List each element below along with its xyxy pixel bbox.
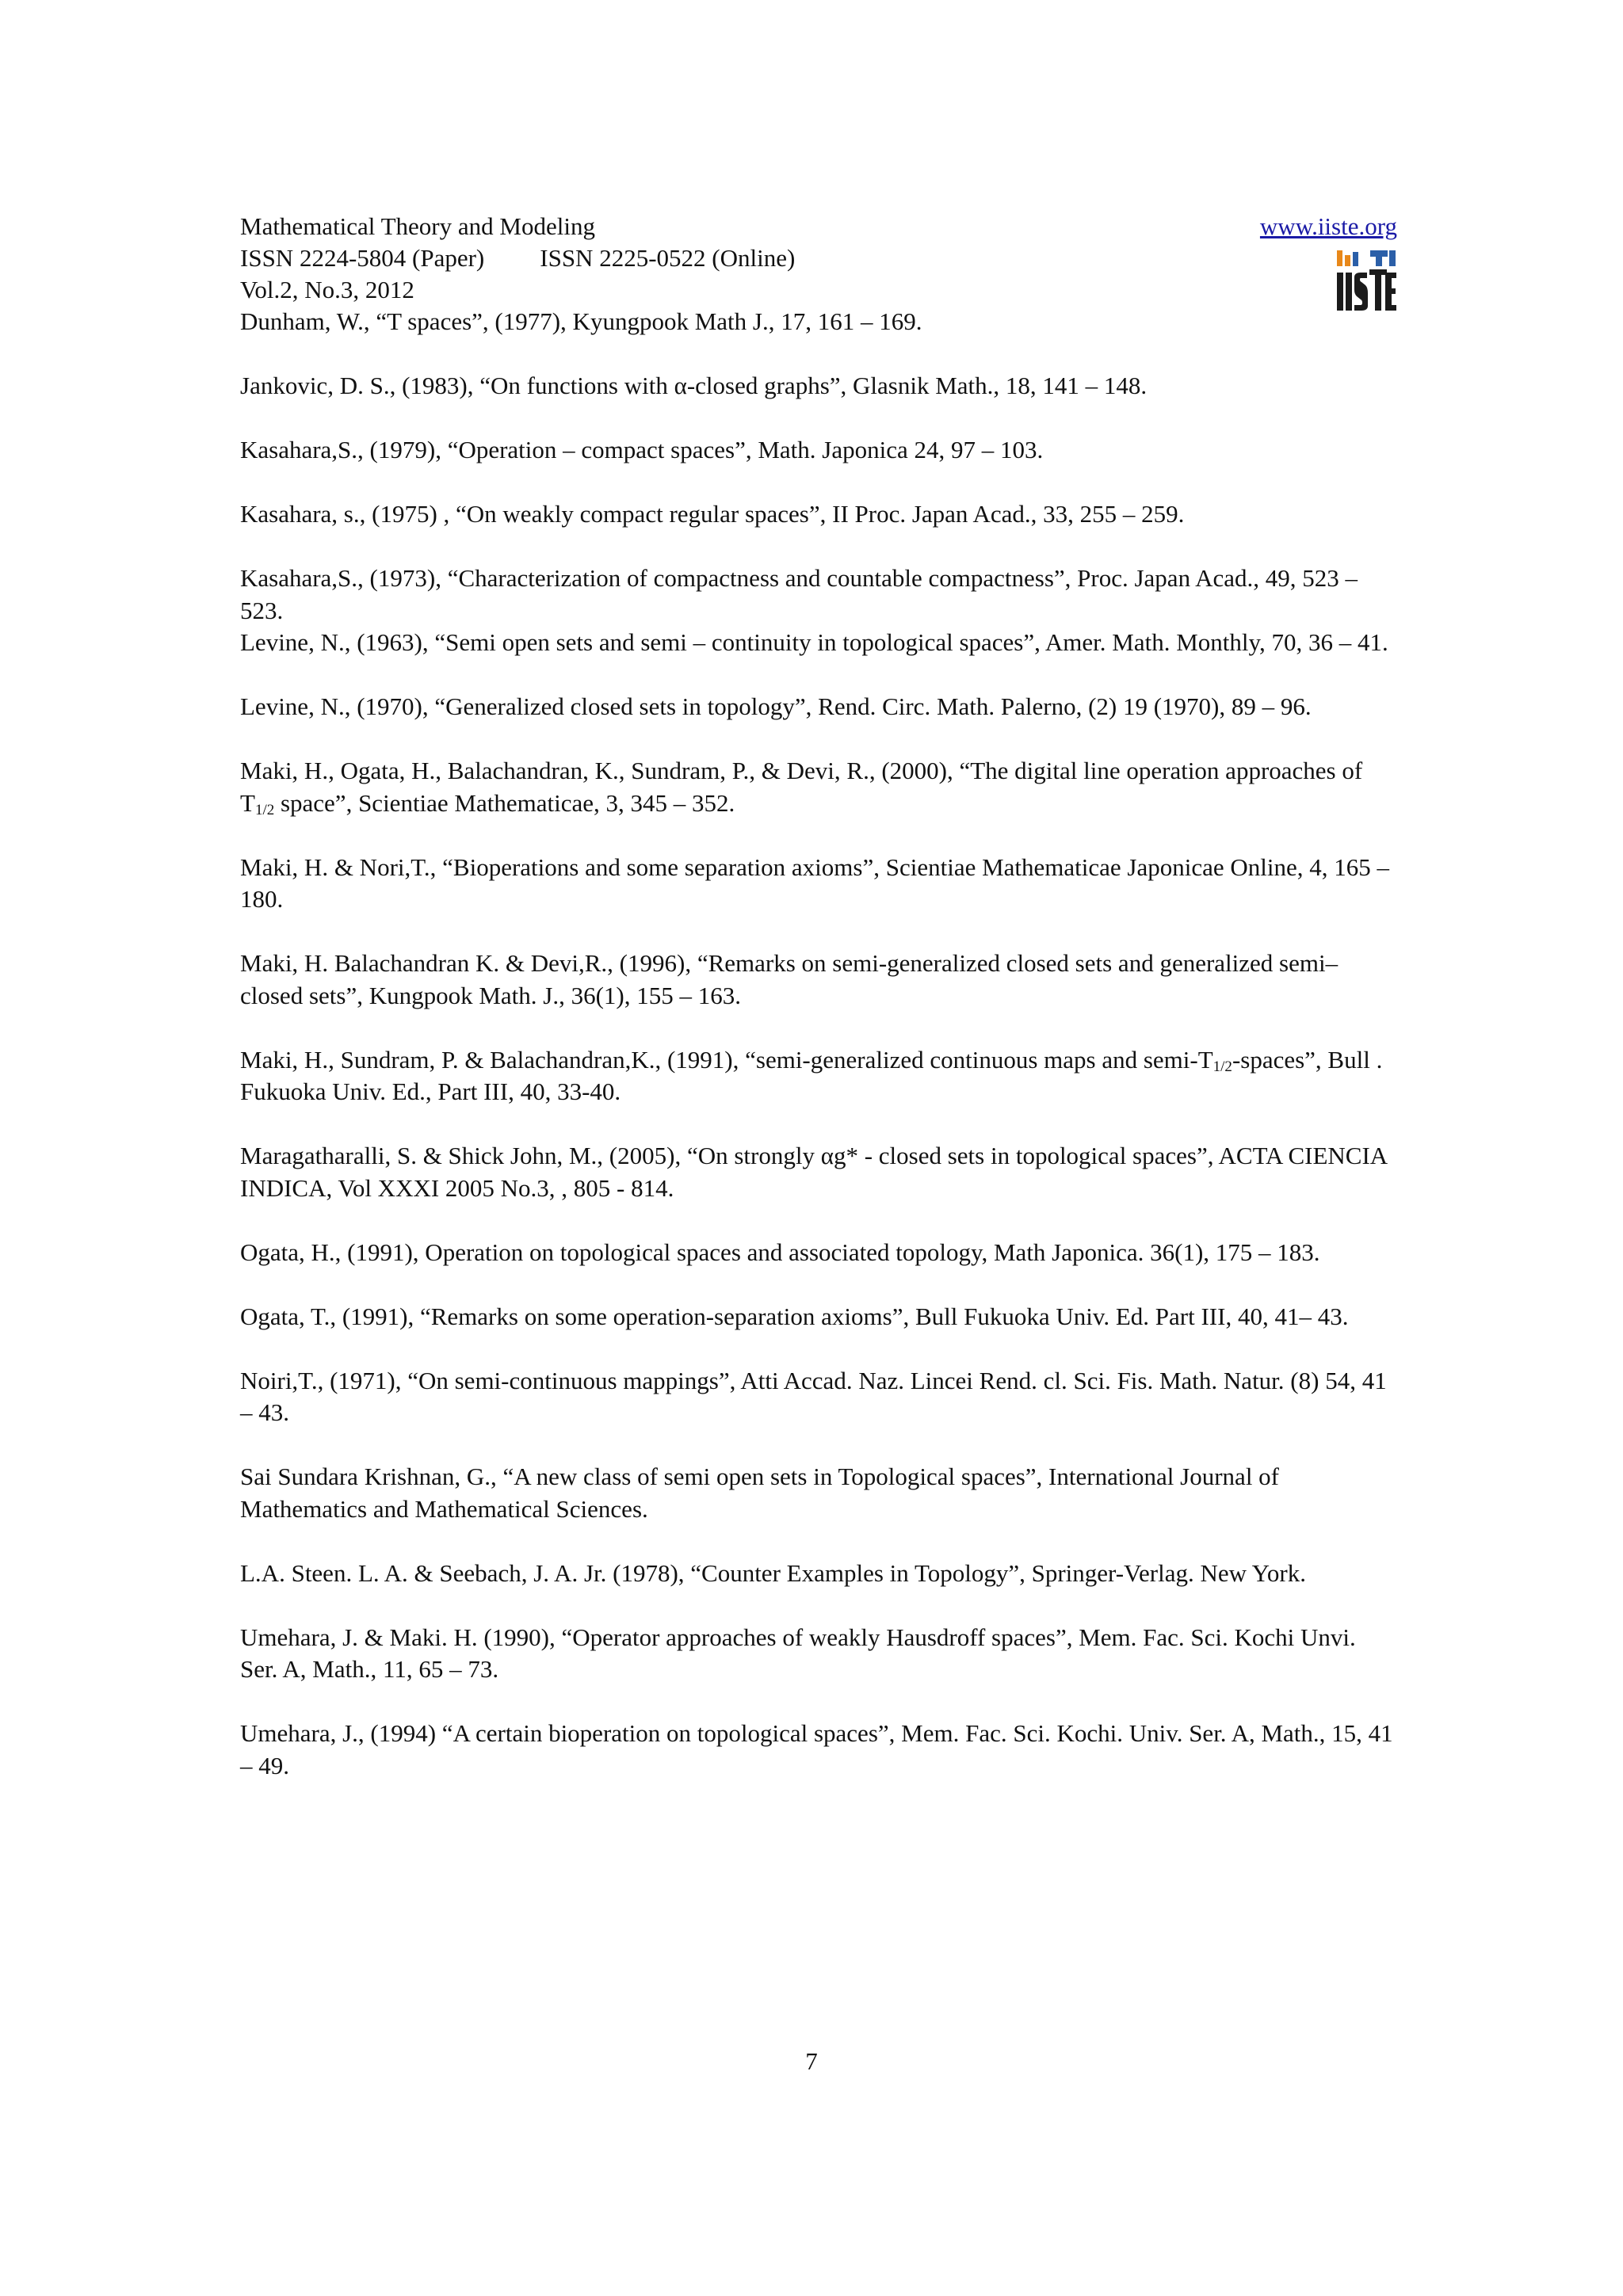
issn-online: ISSN 2225-0522 (Online) bbox=[540, 244, 796, 272]
reference-item: Kasahara, s., (1975) , “On weakly compact regular spaces”, II Proc. Japan Acad., 33, 255 – 259. bbox=[240, 500, 1185, 528]
reference-item: Dunham, W., “T spaces”, (1977), Kyungpook Math J., 17, 161 – 169. bbox=[240, 307, 922, 335]
iiste-logo bbox=[1335, 249, 1397, 314]
reference-item: Kasahara,S., (1979), “Operation – compact spaces”, Math. Japonica 24, 97 – 103. bbox=[240, 436, 1044, 463]
reference-item: Umehara, J., (1994) “A certain bioperation on topological spaces”, Mem. Fac. Sci. Kochi. Univ. Ser. A, Math., 15, 41 – 49. bbox=[240, 1719, 1393, 1779]
reference-item: Maki, H., Sundram, P. & Balachandran,K., (1991), “semi-generalized continuous maps and semi-$T_{1/2}$-spaces”, Bull . Fukuoka Univ. Ed., Part III, 40, 33-40. bbox=[240, 1045, 1383, 1105]
reference-item: Levine, N., (1963), “Semi open sets and semi – continuity in topological spaces”, Amer. Math. Monthly, 70, 36 – 41. bbox=[240, 628, 1388, 656]
issn-line bbox=[240, 242, 1397, 274]
reference-item: Ogata, H., (1991), Operation on topological spaces and associated topology, Math Japonica. 36(1), 175 – 183. bbox=[240, 1238, 1320, 1266]
journal-title: Mathematical Theory and Modeling bbox=[240, 212, 595, 240]
reference-item: Sai Sundara Krishnan, G., “A new class of semi open sets in Topological spaces”, International Journal of Mathematics and Mathematical Sciences. bbox=[240, 1463, 1280, 1523]
reference-item: Kasahara,S., (1973), “Characterization of compactness and countable compactness”, Proc. Japan Acad., 49, 523 – 523. bbox=[240, 564, 1358, 624]
journal-header bbox=[240, 211, 1397, 306]
volume-info: Vol.2, No.3, 2012 bbox=[240, 276, 414, 303]
reference-list bbox=[240, 306, 1397, 1814]
reference-item: Ogata, T., (1991), “Remarks on some operation-separation axioms”, Bull Fukuoka Univ. Ed. Part III, 40, 41– 43. bbox=[240, 1302, 1349, 1330]
reference-item: L.A. Steen. L. A. & Seebach, J. A. Jr. (1978), “Counter Examples in Topology”, Springer-Verlag. New York. bbox=[240, 1558, 1306, 1587]
reference-item: Jankovic, D. S., (1983), “On functions with α-closed graphs”, Glasnik Math., 18, 141 – 148. bbox=[240, 372, 1148, 399]
reference-item: Levine, N., (1970), “Generalized closed sets in topology”, Rend. Circ. Math. Palerno, (2) 19 (1970), 89 – 96. bbox=[240, 692, 1312, 720]
page-number: 7 bbox=[805, 2047, 818, 2075]
reference-item: Umehara, J. & Maki. H. (1990), “Operator approaches of weakly Hausdroff spaces”, Mem. Fac. Sci. Kochi Unvi. Ser. A, Math., 11, 65 – 73. bbox=[240, 1623, 1356, 1683]
issn-paper: ISSN 2224-5804 (Paper) bbox=[240, 244, 485, 272]
reference-item: Noiri,T., (1971), “On semi-continuous mappings”, Atti Accad. Naz. Lincei Rend. cl. Sci. Fis. Math. Natur. (8) 54, 41 – 43. bbox=[240, 1366, 1387, 1426]
reference-item: Maki, H. Balachandran K. & Devi,R., (1996), “Remarks on semi-generalized closed sets and generalized semi–closed sets”, Kungpook Math. J., 36(1), 155 – 163. bbox=[240, 949, 1338, 1009]
reference-item: Maragatharalli, S. & Shick John, M., (2005), “On strongly αg* - closed sets in topological spaces”, ACTA CIENCIA INDICA, Vol XXXI 2005 No.3, , 805 - 814. bbox=[240, 1142, 1387, 1202]
reference-item: Maki, H., Ogata, H., Balachandran, K., Sundram, P., & Devi, R., (2000), “The digital line operation approaches of $T_{1/2}$ space”, Scientiae Mathematicae, 3, 345 – 352. bbox=[240, 757, 1363, 818]
website-link[interactable]: www.iiste.org bbox=[1259, 212, 1397, 240]
reference-item: Maki, H. & Nori,T., “Bioperations and some separation axioms”, Scientiae Mathematicae Japonicae Online, 4, 165 – 180. bbox=[240, 852, 1389, 913]
